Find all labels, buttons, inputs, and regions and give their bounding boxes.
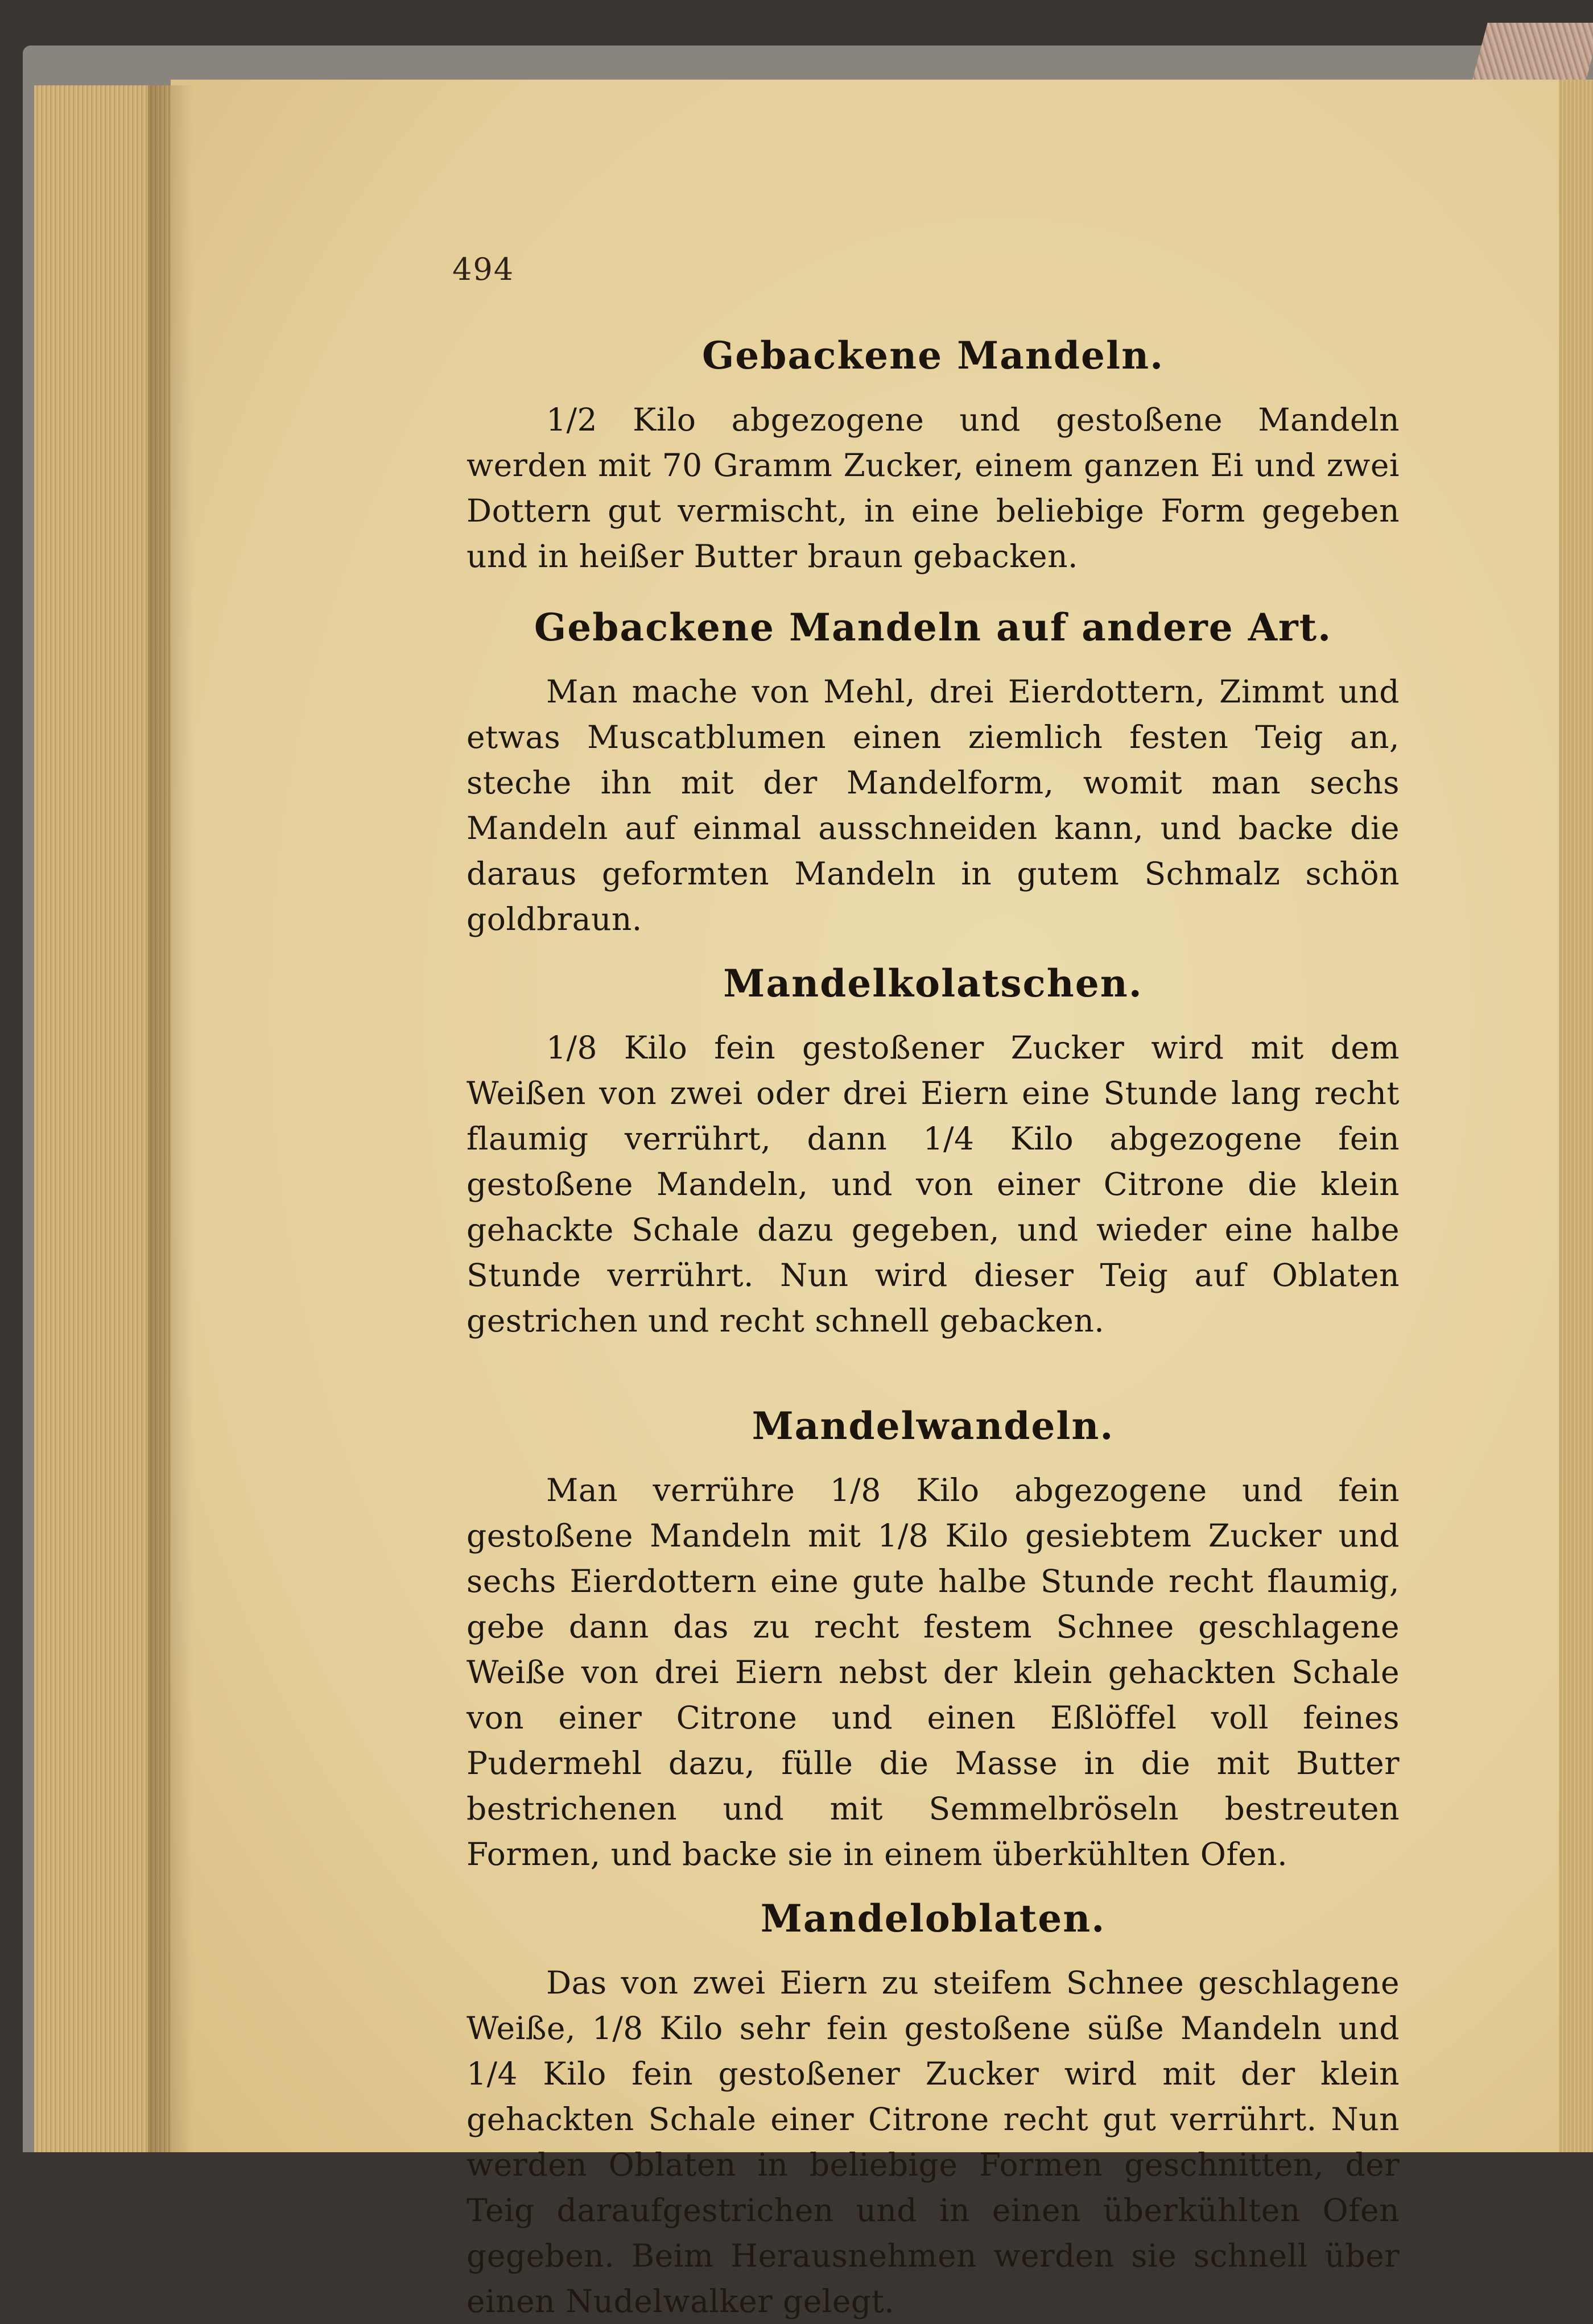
recipe-paragraph: Man mache von Mehl, drei Eierdottern, Zimmt und etwas Muscatblumen einen ziemlich festen Teig an, steche ihn mit der Mandelform, womit man sechs Mandeln auf einmal ausschneiden kann, und backe die daraus geformten Mandeln in gutem Schmalz schön goldbraun. <box>467 673 1400 937</box>
recipe-title: Mandeloblaten. <box>760 1896 1106 1941</box>
spine-shadow <box>148 85 193 2152</box>
bookmark-ribbon <box>1471 23 1593 85</box>
recipe-title: Gebackene Mandeln. <box>701 333 1165 378</box>
recipe-title: Mandelkolatschen. <box>723 961 1143 1006</box>
recipe-title: Mandelwandeln. <box>752 1404 1115 1448</box>
recipe-title: Gebackene Mandeln auf andere Art. <box>534 605 1332 650</box>
recipe-paragraph: 1/2 Kilo abgezogene und gestoßene Mandeln werden mit 70 Gramm Zucker, einem ganzen Ei und zwei Dottern gut vermischt, in eine beliebige Form gegeben und in heißer Butter braun gebacken. <box>467 402 1400 574</box>
recipe-paragraph: Man verrühre 1/8 Kilo abgezogene und fein gestoßene Mandeln mit 1/8 Kilo gesiebtem Zucker und sechs Eierdottern eine gute halbe Stunde recht flaumig, gebe dann das zu recht festem Schnee geschlagene Weiße von drei Eiern nebst der klein gehackten Schale von einer Citrone und einen Eßlöffel voll feines Pudermehl dazu, fülle die Masse in die mit Butter bestrichenen und mit Semmelbröseln bestreuten Formen, und backe sie in einem überkühlten Ofen. <box>467 1472 1400 1872</box>
page-edges-right <box>1559 80 1593 2152</box>
page-number: 494 <box>452 251 515 287</box>
recipe-text-block <box>467 330 1400 2324</box>
recipe-paragraph: Das von zwei Eiern zu steifem Schnee geschlagene Weiße, 1/8 Kilo sehr fein gestoßene süße Mandeln und 1/4 Kilo fein gestoßener Zucker wird mit der klein gehackten Schale einer Citrone recht gut verrührt. Nun werden Oblaten in beliebige Formen geschnitten, der Teig daraufgestrichen und in einen überkühlten Ofen gegeben. Beim Herausnehmen werden sie schnell über einen Nudelwalker gelegt. <box>467 1965 1400 2319</box>
recipe-paragraph: 1/8 Kilo fein gestoßener Zucker wird mit dem Weißen von zwei oder drei Eiern eine Stunde lang recht flaumig verrührt, dann 1/4 Kilo abgezogene fein gestoßene Mandeln, und von einer Citrone die klein gehackte Schale dazu gegeben, und wieder eine halbe Stunde verrührt. Nun wird dieser Teig auf Oblaten gestrichen und recht schnell gebacken. <box>467 1029 1400 1339</box>
